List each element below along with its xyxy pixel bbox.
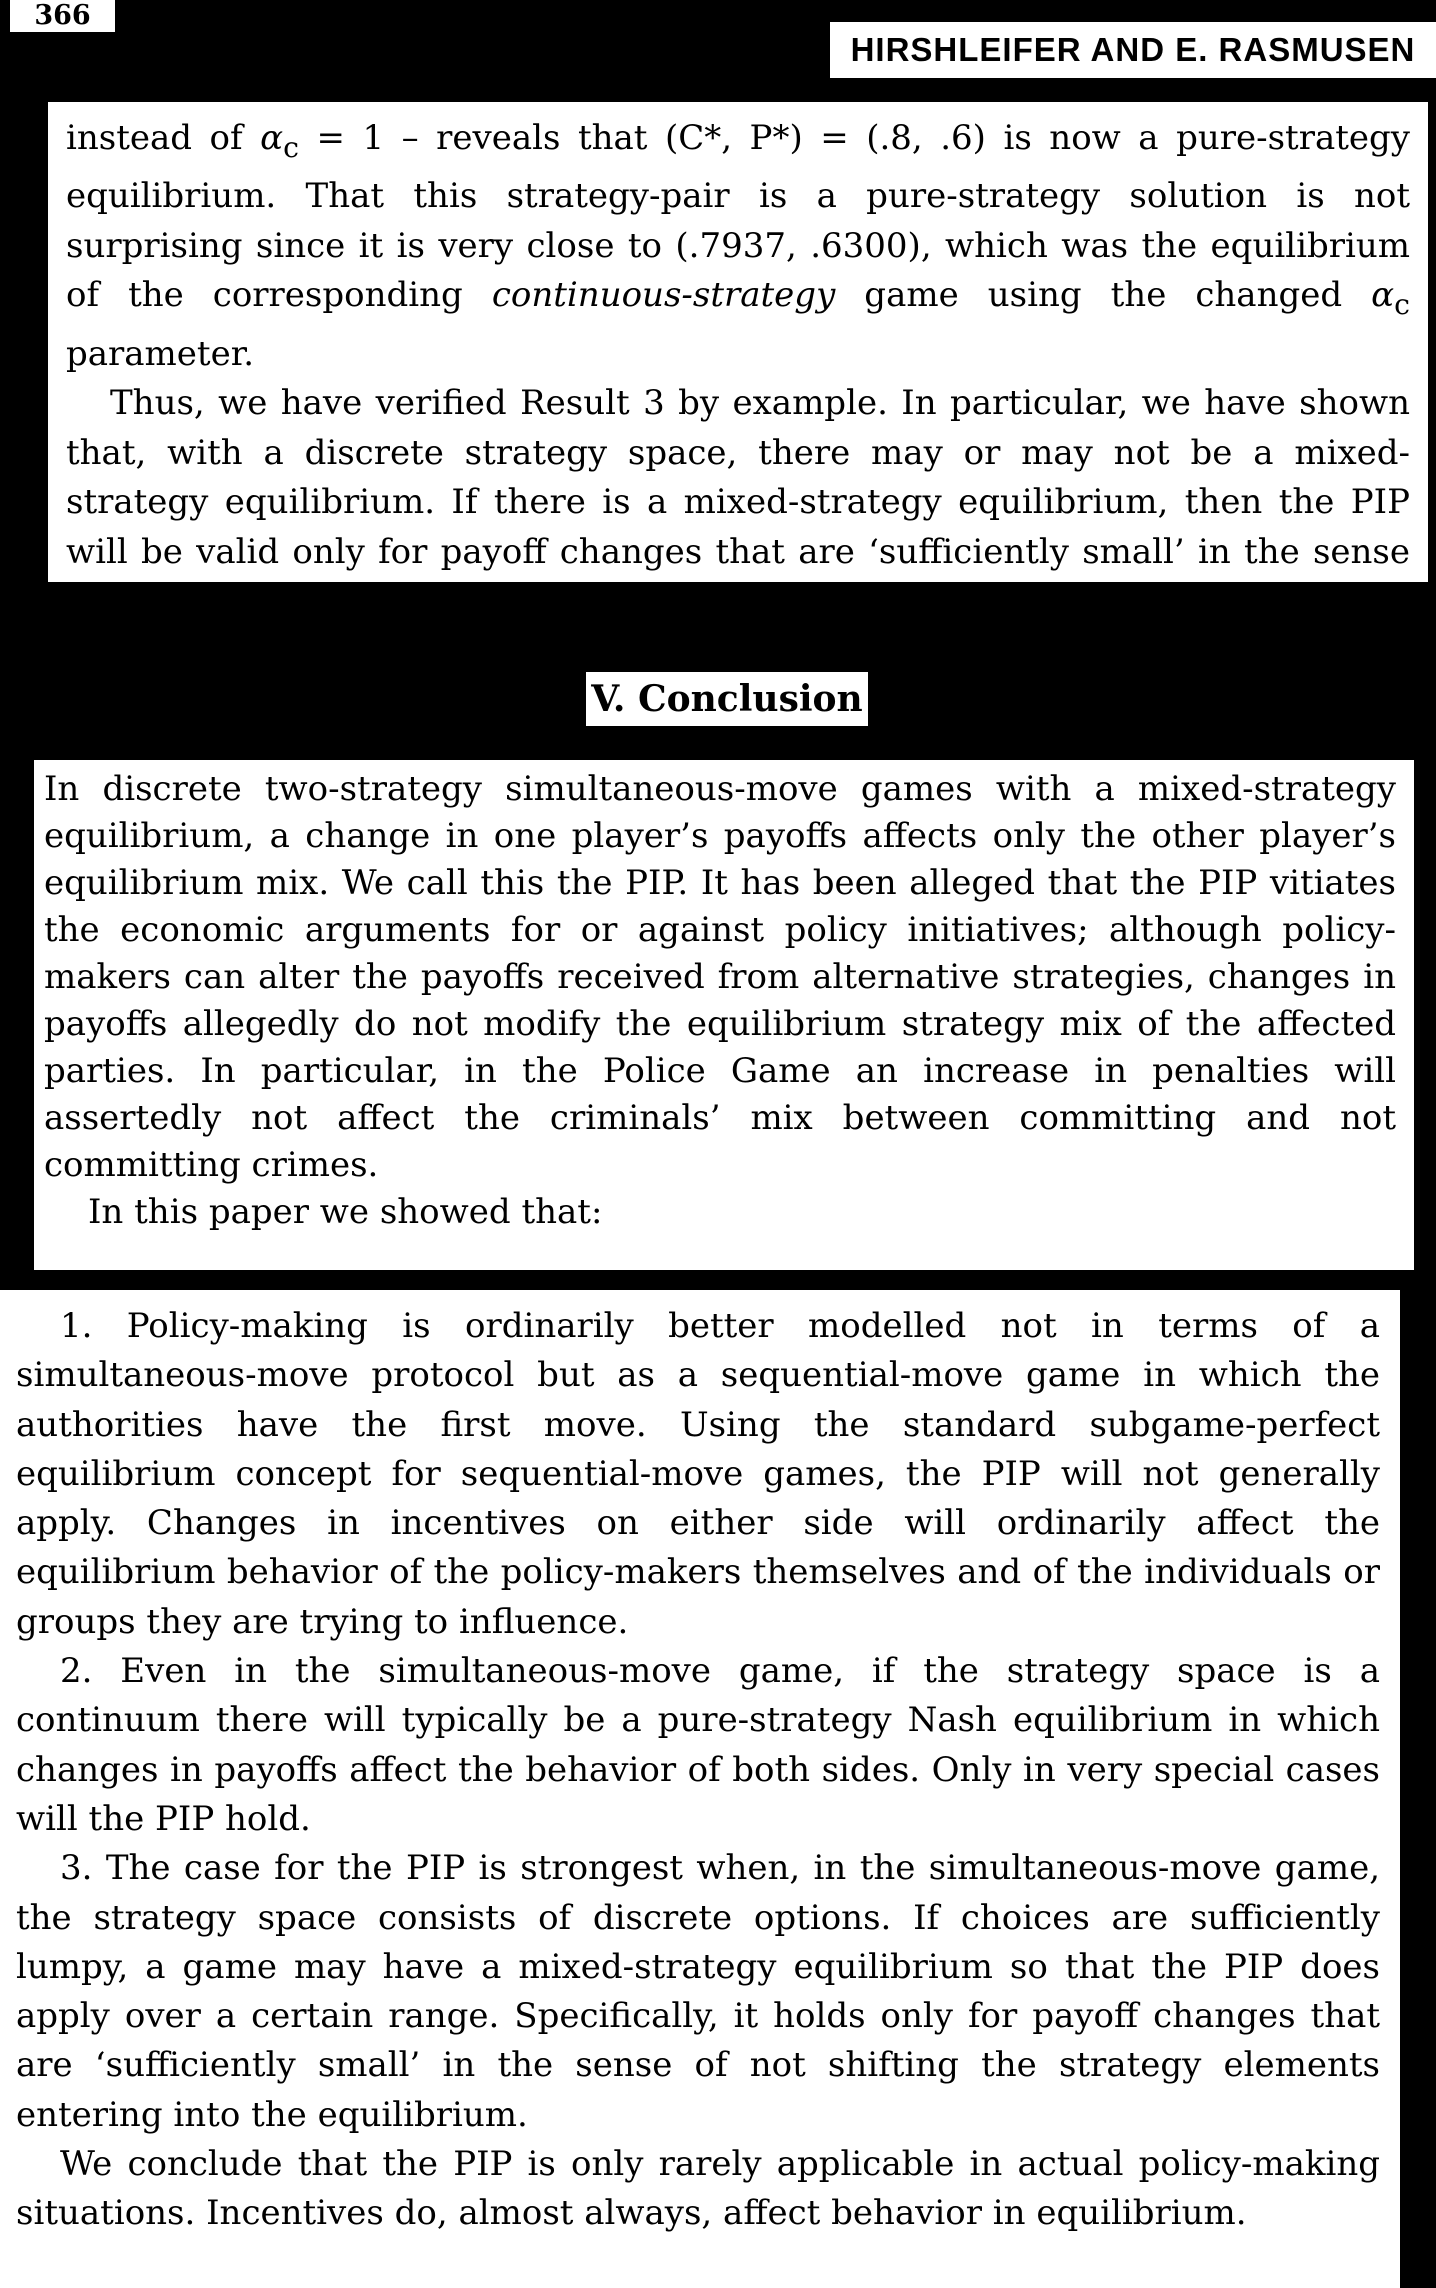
- finding-2: 2. Even in the simultaneous-move game, if the strategy space is a continuum there will typically be a pure-strategy Nash equilibrium in which changes in payoffs affect the behavior of both sides. Only in very special cases will the PIP hold.: [16, 1651, 1380, 1839]
- emphasis-continuous-strategy: continuous-strategy: [491, 275, 836, 316]
- paragraph-showed-that: In this paper we showed that:: [88, 1192, 603, 1232]
- top-text-block: [48, 102, 1428, 622]
- paragraph-pip-definition: In discrete two-strategy simultaneous-move games with a mixed-strategy equilibrium, a change in one player’s payoffs affects only the other player’s equilibrium mix. We call this the PIP. It has been alleged that the PIP vitiates the economic arguments for or against policy initiatives; although policy-makers can alter the payoffs received from alternative strategies, changes in payoffs allegedly do not modify the equilibrium strategy mix of the affected parties. In particular, in the Police Game an increase in penalties will assertedly not affect the criminals’ mix between committing and not committing crimes.: [44, 769, 1396, 1185]
- finding-3: 3. The case for the PIP is strongest when, in the simultaneous-move game, the strategy space consists of discrete options. If choices are sufficiently lumpy, a game may have a mixed-strategy equilibrium so that the PIP does apply over a certain range. Specifically, it holds only for payoff changes that are ‘sufficiently small’ in the sense of not shifting the strategy elements entering into the equilibrium.: [16, 1848, 1380, 2135]
- paragraph-equilibrium-note: instead of $\alpha_c = 1$ – reveals that (C*, P*) = (.8, .6) is now a pure-strategy equilibrium. That this strategy-pair is a pure-strategy solution is not surprising since it is very close to (.7937, .6300), which was the equilibrium of the corresponding continuous-strategy game using the changed $\alpha_c$ parameter.: [66, 118, 1410, 374]
- finding-1: 1. Policy-making is ordinarily better modelled not in terms of a simultaneous-move protocol but as a sequential-move game in which the authorities have the first move. Using the standard subgame-perfect equilibrium concept for sequential-move games, the PIP will not generally apply. Changes in incentives on either side will ordinarily affect the equilibrium behavior of the policy-makers themselves and of the individuals or groups they are trying to influence.: [16, 1306, 1380, 1642]
- closing-paragraph: We conclude that the PIP is only rarely applicable in actual policy-making situations. Incentives do, almost always, affect behavior in equilibrium.: [16, 2144, 1380, 2234]
- section-heading: V. Conclusion: [586, 672, 868, 726]
- page-number: 366: [10, 0, 115, 32]
- findings-block: [0, 1290, 1400, 2288]
- conclusion-block: [34, 760, 1414, 1270]
- alpha-symbol: α: [260, 118, 284, 158]
- alpha-symbol: α: [1371, 275, 1395, 316]
- paragraph-result-3: Thus, we have verified Result 3 by example. In particular, we have shown that, with a discrete strategy space, there may or may not be a mixed-strategy equilibrium. If there is a mixed-strategy equilibrium, then the PIP will be valid only for payoff changes that are ‘sufficiently small’ in the sense of not affecting the strategies entering into the equilibrium mixture.: [66, 383, 1410, 622]
- running-header: HIRSHLEIFER AND E. RASMUSEN: [830, 22, 1436, 78]
